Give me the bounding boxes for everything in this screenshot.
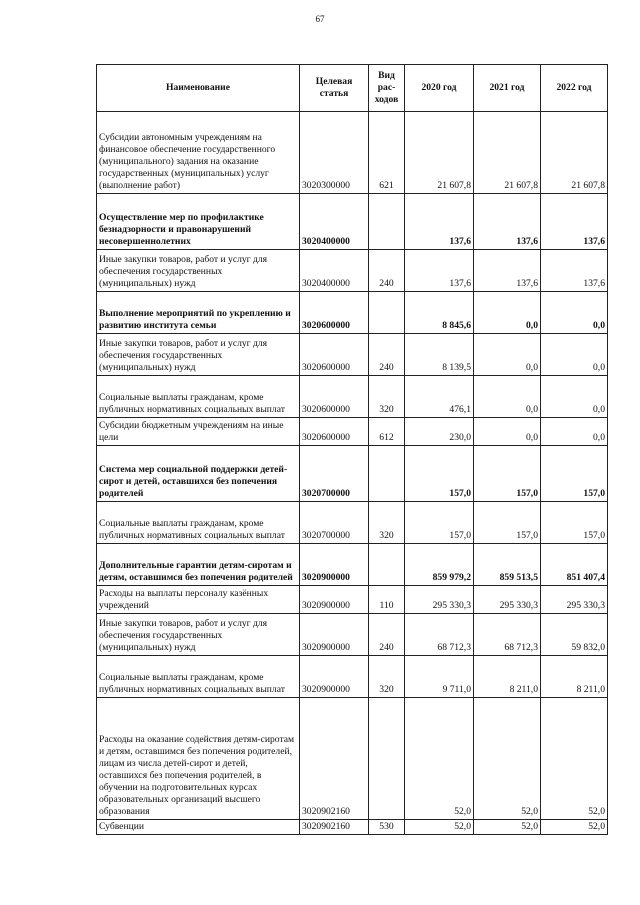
row-name: Дополнительные гарантии детям-сиротам и детям, оставшимся без попечения родителей bbox=[97, 544, 300, 586]
row-code: 3020700000 bbox=[300, 446, 369, 502]
row-code: 3020400000 bbox=[300, 194, 369, 250]
row-name: Выполнение мероприятий по укреплению и развитию института семьи bbox=[97, 292, 300, 334]
row-2022: 59 832,0 bbox=[541, 614, 608, 656]
row-2022: 0,0 bbox=[541, 334, 608, 376]
row-name: Расходы на выплаты персоналу казённых учреждений bbox=[97, 586, 300, 614]
row-name: Иные закупки товаров, работ и услуг для обеспечения государственных (муниципальных) нужд bbox=[97, 250, 300, 292]
table-row bbox=[97, 656, 608, 698]
row-name: Социальные выплаты гражданам, кроме публичных нормативных социальных выплат bbox=[97, 502, 300, 544]
header-2020: 2020 год bbox=[405, 65, 474, 112]
table-row bbox=[97, 194, 608, 250]
header-name: Наименование bbox=[97, 65, 300, 112]
row-code: 3020600000 bbox=[300, 376, 369, 418]
row-2022: 0,0 bbox=[541, 376, 608, 418]
row-name: Социальные выплаты гражданам, кроме публичных нормативных социальных выплат bbox=[97, 376, 300, 418]
table-row bbox=[97, 376, 608, 418]
row-name: Субвенции bbox=[97, 820, 300, 835]
row-code: 3020902160 bbox=[300, 820, 369, 835]
row-2021: 0,0 bbox=[474, 418, 541, 446]
row-code: 3020700000 bbox=[300, 502, 369, 544]
row-name: Субсидии автономным учреждениям на финансовое обеспечение государственного (муниципального) задания на оказание государственных (муниципальных) услуг (выполнение работ) bbox=[97, 112, 300, 194]
table-row bbox=[97, 112, 608, 194]
row-expense-type: 320 bbox=[369, 376, 405, 418]
row-2022: 21 607,8 bbox=[541, 112, 608, 194]
row-expense-type: 110 bbox=[369, 586, 405, 614]
table-row bbox=[97, 544, 608, 586]
table-row bbox=[97, 502, 608, 544]
row-2021: 859 513,5 bbox=[474, 544, 541, 586]
row-2021: 0,0 bbox=[474, 376, 541, 418]
row-2021: 21 607,8 bbox=[474, 112, 541, 194]
row-2020: 157,0 bbox=[405, 446, 474, 502]
row-2022: 0,0 bbox=[541, 418, 608, 446]
table-row bbox=[97, 292, 608, 334]
row-2022: 137,6 bbox=[541, 194, 608, 250]
row-name: Субсидии бюджетным учреждениям на иные цели bbox=[97, 418, 300, 446]
row-2021: 68 712,3 bbox=[474, 614, 541, 656]
row-expense-type: 621 bbox=[369, 112, 405, 194]
row-name: Расходы на оказание содействия детям-сиротам и детям, оставшимся без попечения родителей, лицам из числа детей-сирот и детей, оставшихся без попечения родителей, в обучении на подготовительных курсах образовательных организаций высшего образования bbox=[97, 698, 300, 820]
row-2021: 157,0 bbox=[474, 446, 541, 502]
row-expense-type: 530 bbox=[369, 820, 405, 835]
row-2021: 52,0 bbox=[474, 698, 541, 820]
row-2021: 52,0 bbox=[474, 820, 541, 835]
row-2020: 295 330,3 bbox=[405, 586, 474, 614]
row-expense-type bbox=[369, 292, 405, 334]
table-row bbox=[97, 586, 608, 614]
row-2022: 8 211,0 bbox=[541, 656, 608, 698]
row-expense-type: 320 bbox=[369, 656, 405, 698]
row-2020: 859 979,2 bbox=[405, 544, 474, 586]
table-header-row bbox=[97, 65, 608, 112]
budget-table bbox=[96, 64, 608, 835]
row-2022: 157,0 bbox=[541, 502, 608, 544]
row-name: Система мер социальной поддержки детей-сирот и детей, оставшихся без попечения родителей bbox=[97, 446, 300, 502]
row-2020: 52,0 bbox=[405, 698, 474, 820]
row-code: 3020900000 bbox=[300, 614, 369, 656]
row-2020: 68 712,3 bbox=[405, 614, 474, 656]
row-2021: 137,6 bbox=[474, 250, 541, 292]
row-code: 3020300000 bbox=[300, 112, 369, 194]
row-code: 3020900000 bbox=[300, 544, 369, 586]
row-2022: 0,0 bbox=[541, 292, 608, 334]
header-expense-type: Вид рас- ходов bbox=[369, 65, 405, 112]
row-2021: 0,0 bbox=[474, 334, 541, 376]
row-code: 3020900000 bbox=[300, 656, 369, 698]
table-row bbox=[97, 820, 608, 835]
row-2022: 137,6 bbox=[541, 250, 608, 292]
row-code: 3020902160 bbox=[300, 698, 369, 820]
row-2020: 137,6 bbox=[405, 194, 474, 250]
row-expense-type: 320 bbox=[369, 502, 405, 544]
table-row bbox=[97, 446, 608, 502]
row-2022: 851 407,4 bbox=[541, 544, 608, 586]
header-target-article: Целевая статья bbox=[300, 65, 369, 112]
row-expense-type bbox=[369, 194, 405, 250]
row-2022: 157,0 bbox=[541, 446, 608, 502]
row-2021: 0,0 bbox=[474, 292, 541, 334]
row-2020: 8 845,6 bbox=[405, 292, 474, 334]
header-2021: 2021 год bbox=[474, 65, 541, 112]
row-2020: 157,0 bbox=[405, 502, 474, 544]
row-2020: 476,1 bbox=[405, 376, 474, 418]
row-expense-type: 240 bbox=[369, 334, 405, 376]
row-name: Социальные выплаты гражданам, кроме публичных нормативных социальных выплат bbox=[97, 656, 300, 698]
row-2022: 52,0 bbox=[541, 698, 608, 820]
row-2022: 52,0 bbox=[541, 820, 608, 835]
row-2021: 157,0 bbox=[474, 502, 541, 544]
row-expense-type bbox=[369, 544, 405, 586]
row-expense-type: 240 bbox=[369, 250, 405, 292]
row-2021: 295 330,3 bbox=[474, 586, 541, 614]
page-number: 67 bbox=[315, 14, 325, 24]
row-2020: 8 139,5 bbox=[405, 334, 474, 376]
row-expense-type bbox=[369, 446, 405, 502]
table-row bbox=[97, 250, 608, 292]
table-row bbox=[97, 418, 608, 446]
table-row bbox=[97, 698, 608, 820]
row-2020: 52,0 bbox=[405, 820, 474, 835]
row-expense-type bbox=[369, 698, 405, 820]
table-row bbox=[97, 334, 608, 376]
row-code: 3020600000 bbox=[300, 292, 369, 334]
table-row bbox=[97, 614, 608, 656]
row-2020: 137,6 bbox=[405, 250, 474, 292]
row-2020: 21 607,8 bbox=[405, 112, 474, 194]
row-code: 3020600000 bbox=[300, 418, 369, 446]
row-name: Осуществление мер по профилактике безнадзорности и правонарушений несовершеннолетних bbox=[97, 194, 300, 250]
row-name: Иные закупки товаров, работ и услуг для обеспечения государственных (муниципальных) нужд bbox=[97, 614, 300, 656]
row-2022: 295 330,3 bbox=[541, 586, 608, 614]
row-code: 3020400000 bbox=[300, 250, 369, 292]
row-expense-type: 240 bbox=[369, 614, 405, 656]
header-2022: 2022 год bbox=[541, 65, 608, 112]
row-expense-type: 612 bbox=[369, 418, 405, 446]
row-code: 3020600000 bbox=[300, 334, 369, 376]
row-2020: 230,0 bbox=[405, 418, 474, 446]
row-name: Иные закупки товаров, работ и услуг для обеспечения государственных (муниципальных) нужд bbox=[97, 334, 300, 376]
row-2021: 137,6 bbox=[474, 194, 541, 250]
row-2020: 9 711,0 bbox=[405, 656, 474, 698]
row-code: 3020900000 bbox=[300, 586, 369, 614]
row-2021: 8 211,0 bbox=[474, 656, 541, 698]
